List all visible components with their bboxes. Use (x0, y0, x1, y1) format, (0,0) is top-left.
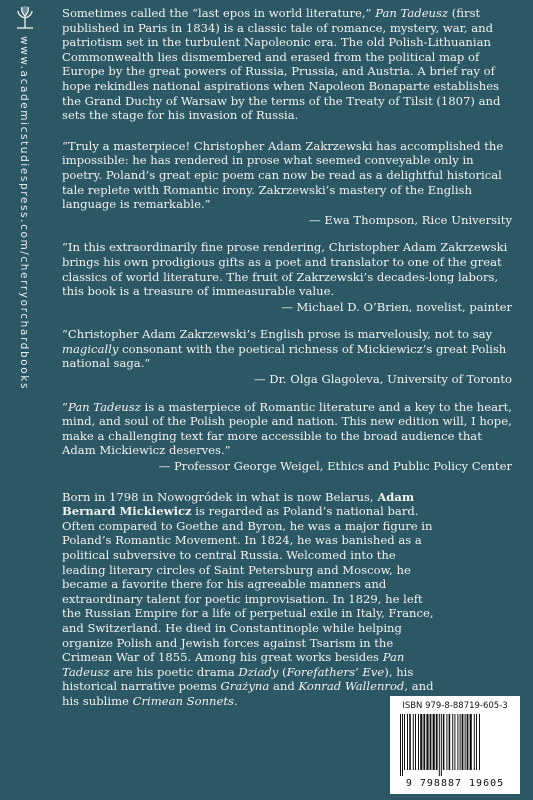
isbn-barcode (390, 696, 520, 794)
barcode-bars (398, 714, 512, 776)
barcode-bar (413, 714, 414, 770)
tree-icon (12, 4, 38, 30)
publisher-url[interactable]: www.academicstudiespress.com/cherryorchardbooks (18, 36, 30, 391)
barcode-bar (465, 714, 466, 770)
barcode-bar (454, 714, 455, 770)
back-cover-text (62, 6, 512, 709)
barcode-bar (446, 714, 447, 770)
barcode-bar (407, 714, 408, 770)
isbn-label: ISBN 979-8-88719-605-3 (402, 701, 508, 711)
review-attribution: — Dr. Olga Glagoleva, University of Toronto (254, 372, 512, 387)
review-quote: “Truly a masterpiece! Christopher Adam Zakrzewski has accomplished the impossible: he has rendered in prose what seemed conveyable only in poetry. Poland’s great epic poem can now be read as a delightful historical tale replete with Romantic irony. Zakrzewski’s mastery of the English language is remarkable.” (62, 138, 504, 212)
barcode-bar (474, 714, 475, 770)
barcode-bar (460, 714, 461, 770)
review-quote: “Christopher Adam Zakrzewski’s English prose is marvelously, not to say magically consonant with the poetical richness of Mickiewicz’s great Polish national saga.” (62, 327, 507, 371)
barcode-bar (426, 714, 428, 770)
barcode-digits: 9 798887 19605 (405, 778, 505, 789)
barcode-bar (404, 714, 405, 770)
author-bio: Born in 1798 in Nowogródek in what is now Belarus, Adam Bernard Mickiewicz is regarded as Poland’s national bard. Often compared to Goethe and Byron, he was a major figure in Poland’s Romantic Movement. In 1824, he was banished as a political subversive to central Russia. Welcomed into the leading literary circles of Saint Petersburg and Moscow, he became a favorite there for his agreeable manners and extraordinary talent for poetic improvisation. In 1829, he left the Russian Empire for a life of perpetual exile in Italy, France, and Switzerland. He died in Constantinople while helping organize Polish and Jewish forces against Tsarism in the Crimean War of 1855. Among his great works besides Pan Tadeusz are his poetic drama Dziady (Forefathers’ Eve), his historical narrative poems Grażyna and Konrad Wallenrod, and his sublime Crimean Sonnets. (62, 489, 434, 708)
review-attribution: — Ewa Thompson, Rice University (309, 212, 512, 227)
barcode-bar (462, 714, 464, 770)
barcode-bar (400, 714, 401, 776)
barcode-bar (436, 714, 438, 770)
intro-paragraph: Sometimes called the “last epos in world literature,” Pan Tadeusz (first published in Paris in 1834) is a classic tale of romance, mystery, war, and patriotism set in the turbulent Napoleonic era. The old Polish-Lithuanian Commonwealth lies dismembered and erased from the political map of Europe by the great powers of Russia, Prussia, and Austria. A brief ray of hope rekindles national aspirations when Napoleon Bonaparte establishes the Grand Duchy of Warsaw by the terms of the Treaty of Tilsit (1807) and sets the stage for his invasion of Russia. (62, 6, 501, 123)
barcode-bar (430, 714, 432, 770)
barcode-bar (418, 714, 419, 770)
barcode-bar (402, 714, 403, 776)
barcode-bar (415, 714, 416, 770)
barcode-bar (452, 714, 453, 770)
barcode-bar (467, 714, 469, 770)
barcode-bar (479, 714, 480, 770)
barcode-bar (449, 714, 451, 770)
review-quote: “In this extraordinarily fine prose rendering, Christopher Adam Zakrzewski brings his own prodigious gifts as a poet and translator to one of the great classics of world literature. The fruit of Zakrzewski’s decades-long labors, this book is a treasure of immeasurable value. (62, 240, 508, 299)
barcode-bar (420, 714, 422, 770)
barcode-bar (409, 714, 411, 770)
barcode-bar (470, 714, 472, 770)
barcode-bar (457, 714, 458, 770)
barcode-bar (423, 714, 425, 770)
review-attribution: — Professor George Weigel, Ethics and Public Policy Center (158, 459, 512, 474)
review-attribution: — Michael D. O’Brien, novelist, painter (281, 299, 512, 314)
barcode-bar (433, 714, 435, 770)
spine (0, 0, 50, 800)
barcode-bar (441, 714, 442, 776)
review-quote: “Pan Tadeusz is a masterpiece of Romantic literature and a key to the heart, mind, and soul of the Polish people and nation. This new edition will, I hope, make a challenging text far more accessible to the broad audience that Adam Mickiewicz deserves.” (62, 399, 512, 458)
barcode-bar (439, 714, 440, 776)
barcode-bar (476, 714, 477, 770)
barcode-bar (443, 714, 445, 770)
